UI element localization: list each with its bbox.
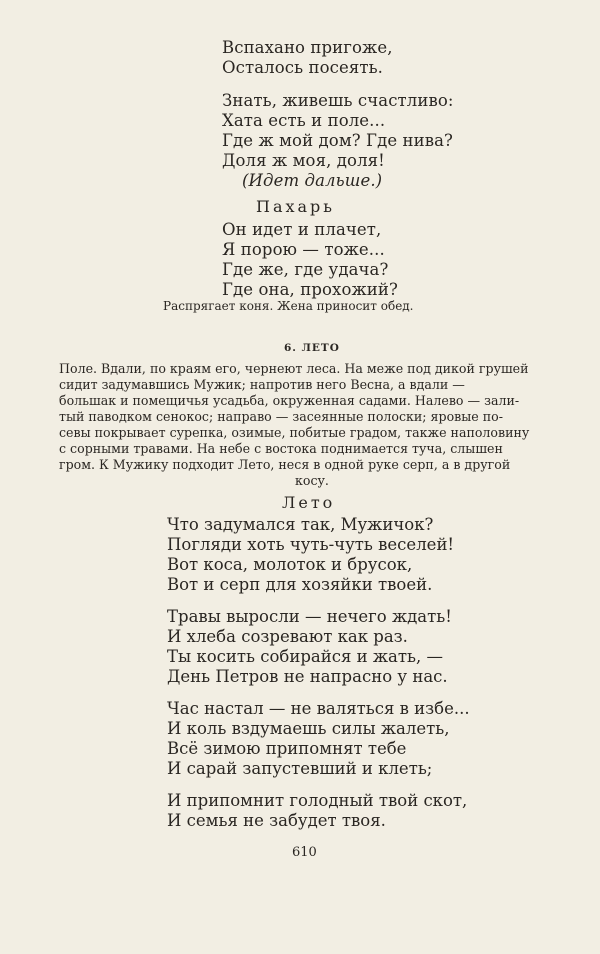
verse-line: Вот и серп для хозяйки твоей.: [167, 575, 433, 594]
verse-line: Где ж мой дом? Где нива?: [222, 131, 454, 150]
stage-direction: (Идет дальше.): [242, 171, 383, 190]
verse-line: Доля ж моя, доля!: [222, 151, 385, 170]
verse-line: И семья не забудет твоя.: [167, 811, 386, 830]
verse-line: Ты косить собирайся и жать, —: [167, 647, 443, 666]
verse-line: И хлеба созревают как раз.: [167, 627, 408, 646]
section-title: 6. ЛЕТО: [284, 342, 340, 354]
verse-line: Знать, живешь счастливо:: [222, 91, 454, 110]
verse-line: Травы выросли — нечего ждать!: [167, 607, 452, 626]
prose-line: севы покрывает сурепка, озимые, побитые градом, также наполовину: [59, 425, 530, 440]
page-number: 610: [292, 845, 317, 860]
prose-line: тый паводком сенокос; направо — засеянные полоски; яровые по-: [59, 409, 503, 424]
verse-line: Вот коса, молоток и брусок,: [167, 555, 413, 574]
prose-line: с сорными травами. На небе с востока поднимается туча, слышен: [59, 441, 503, 456]
verse-line: Он идет и плачет,: [222, 220, 382, 239]
verse-line: Осталось посеять.: [222, 58, 384, 77]
prose-line: Поле. Вдали, по краям его, чернеют леса. На меже под дикой грушей: [59, 361, 529, 376]
prose-line: гром. К Мужику подходит Лето, неся в одной руке серп, а в другой: [59, 457, 511, 472]
verse-line: Хата есть и поле...: [222, 111, 386, 130]
prose-line: большак и помещичья усадьба, окруженная садами. Налево — зали-: [59, 393, 520, 408]
verse-line: Где же, где удача?: [222, 260, 389, 279]
verse-line: День Петров не напрасно у нас.: [167, 667, 448, 686]
verse-line: Час настал — не валяться в избе...: [167, 699, 470, 718]
verse-line: Всё зимою припомнят тебе: [167, 739, 407, 758]
verse-line: Погляди хоть чуть-чуть веселей!: [167, 535, 455, 554]
verse-line: И припомнит голодный твой скот,: [167, 791, 468, 810]
verse-line: Я порою — тоже...: [222, 240, 385, 259]
stage-direction: Распрягает коня. Жена приносит обед.: [163, 299, 414, 313]
prose-line: косу.: [295, 473, 329, 488]
verse-line: Где она, прохожий?: [222, 280, 398, 299]
speaker-name: Пахарь: [256, 197, 336, 216]
verse-line: И коль вздумаешь силы жалеть,: [167, 719, 450, 738]
speaker-name: Лето: [282, 493, 336, 512]
verse-line: И сарай запустевший и клеть;: [167, 759, 433, 778]
verse-line: Вспахано пригоже,: [222, 38, 393, 57]
verse-line: Что задумался так, Мужичок?: [167, 515, 434, 534]
prose-line: сидит задумавшись Мужик; напротив него Весна, а вдали —: [59, 377, 465, 392]
